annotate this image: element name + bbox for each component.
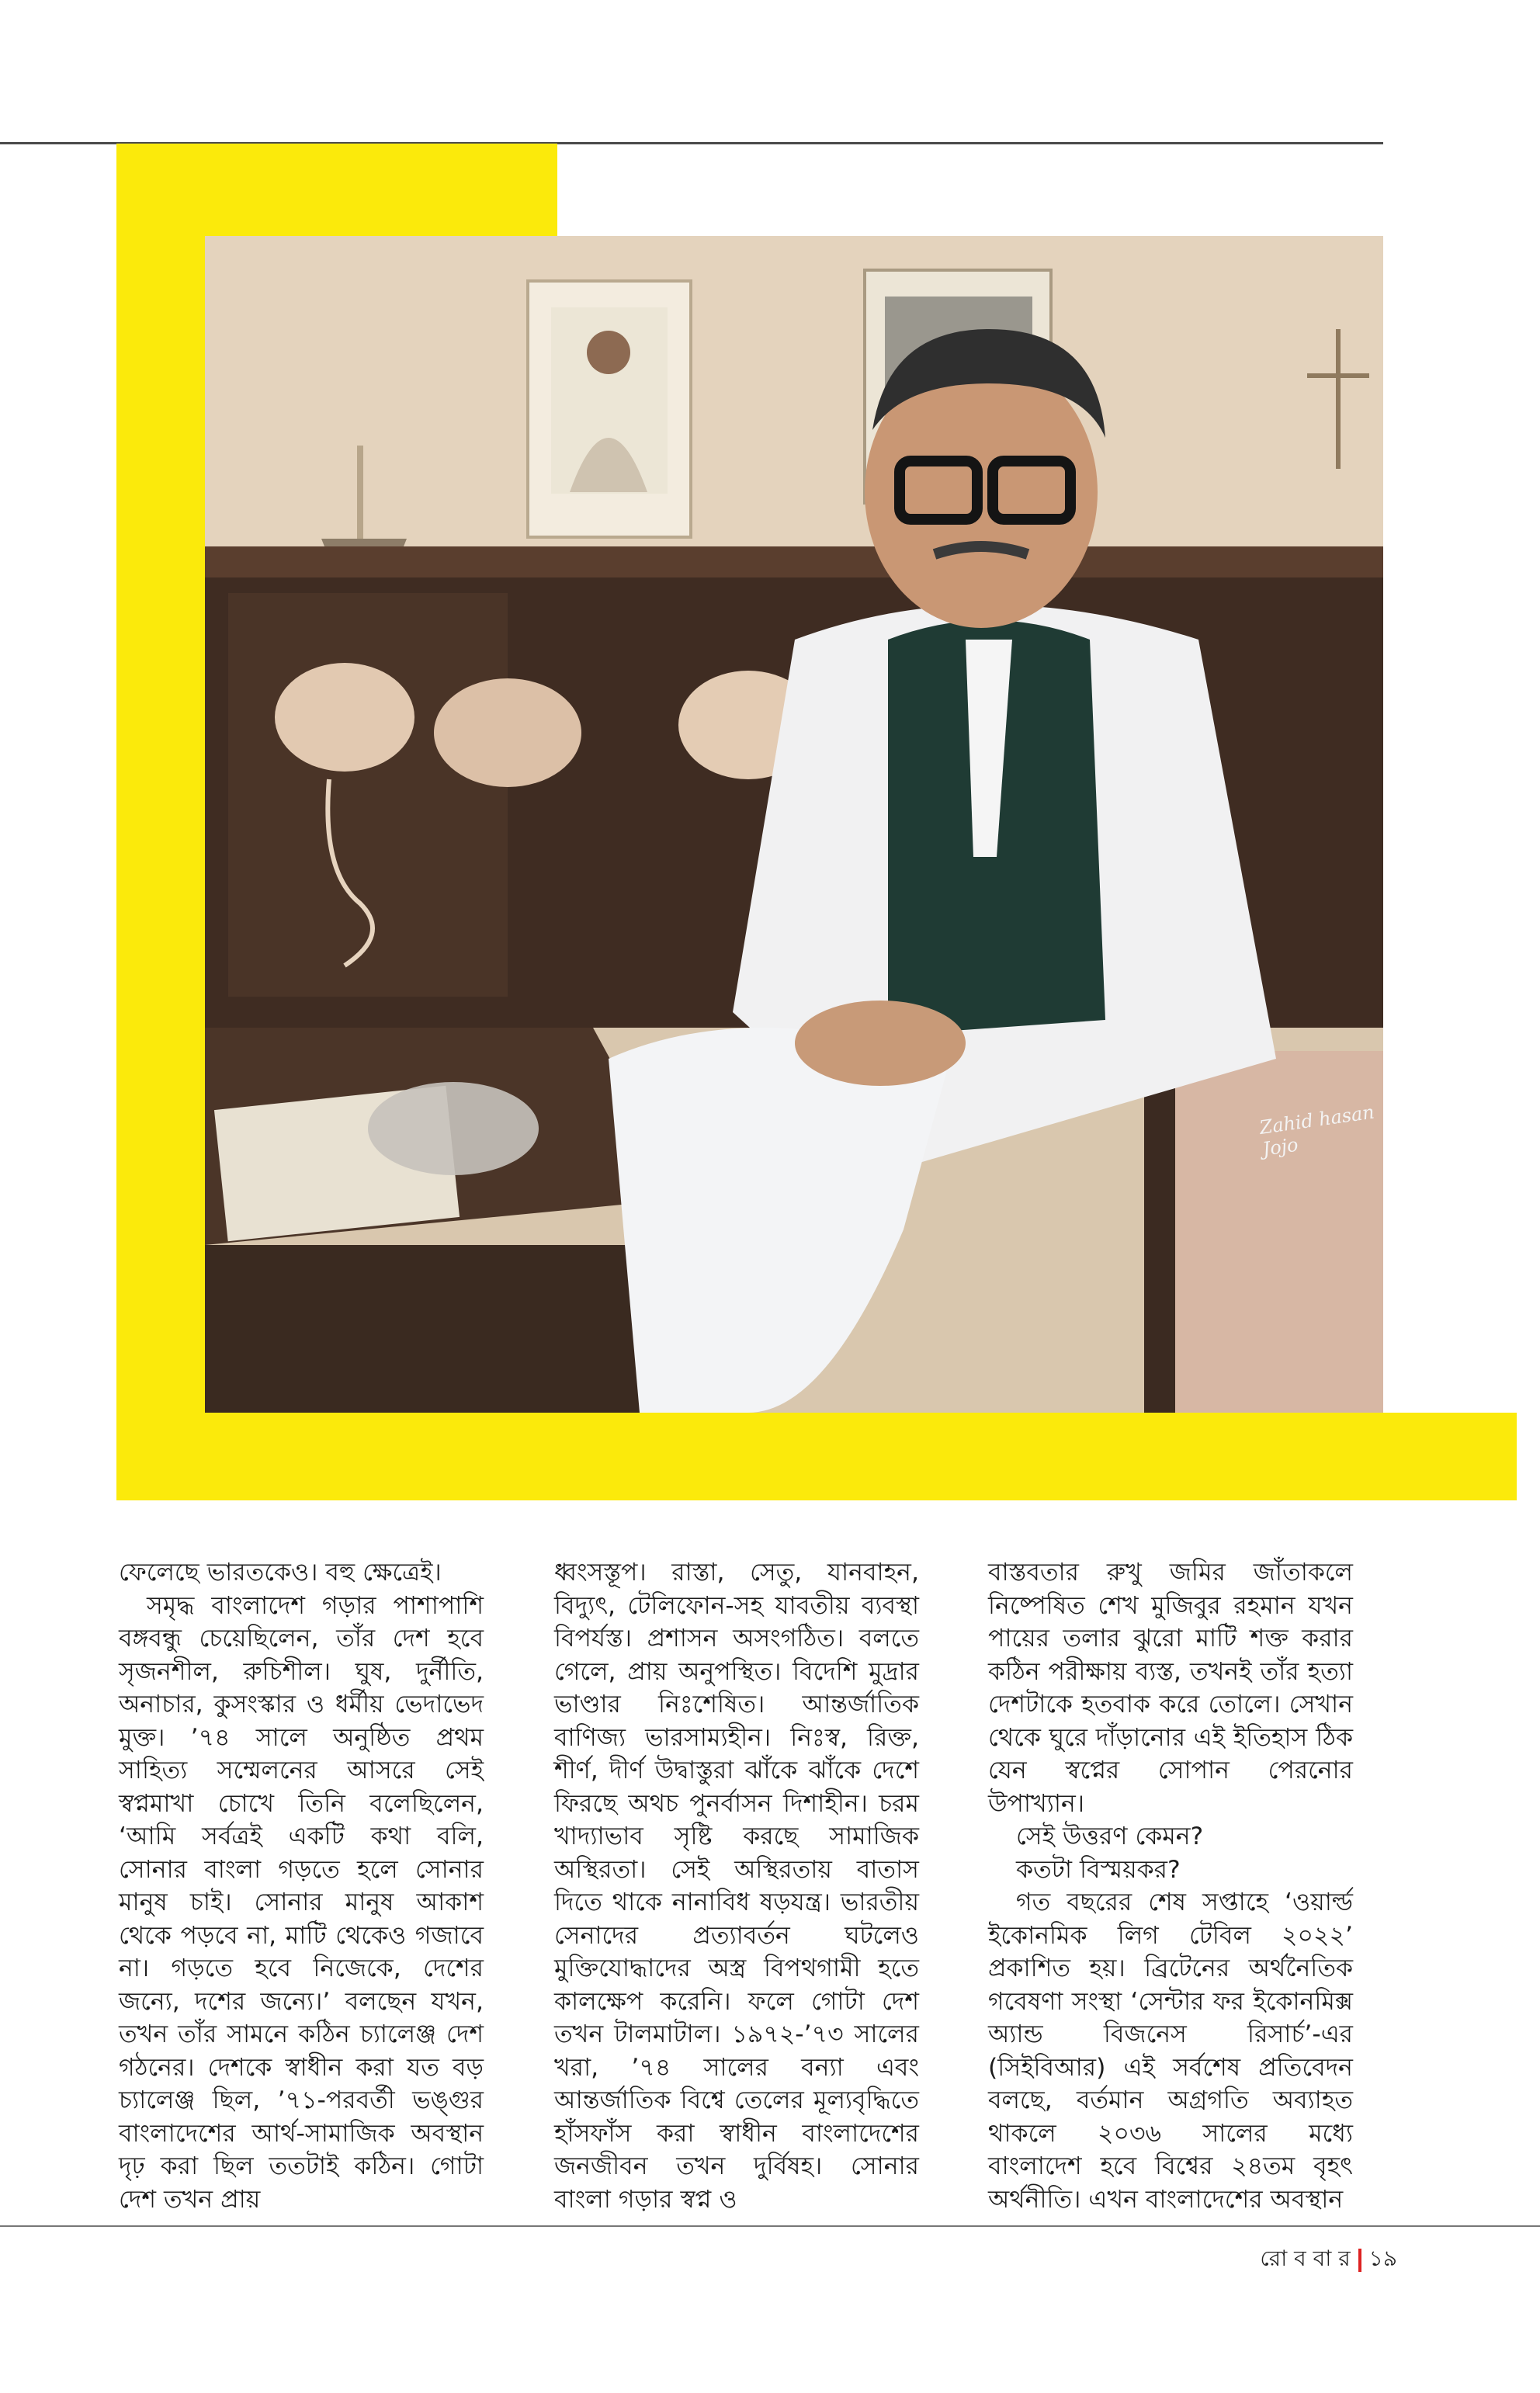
paragraph: সমৃদ্ধ বাংলাদেশ গড়ার পাশাপাশি বঙ্গবন্ধু চেয়েছিলেন, তাঁর দেশ হবে সৃজনশীল, রুচিশীল। ঘুষ, দুর্নীতি, অনাচার, কুসংস্কার ও ধর্মীয় ভেদাভেদ মুক্ত। ’৭৪ সালে অনুষ্ঠিত প্রথম সাহিত্য সম্মেলনের আসরে সেই স্বপ্নমাখা চোখে তিনি বলেছিলেন, ‘আমি সর্বত্রই একটি কথা বলি, সোনার বাংলা গড়তে হলে সোনার মানুষ চাই। সোনার মানুষ আকাশ থেকে পড়বে না, মাটি থেকেও গজাবে না। গড়তে হবে নিজেকে, দেশের জন্যে, দশের জন্যে।’ বলছেন যখন, তখন তাঁর সামনে কঠিন চ্যালেঞ্জ দেশ গঠনের। দেশকে স্বাধীন করা যত বড় চ্যালেঞ্জ ছিল, ’৭১-পরবর্তী ভঙ্গুর বাংলাদেশের আর্থ-সামাজিক অবস্থান দৃঢ় করা ছিল ততটাই কঠিন। গোটা দেশ তখন প্রায় <box>119 1591 484 2214</box>
article-column-1 <box>119 1556 484 2216</box>
yellow-frame-left <box>116 144 205 1500</box>
bottom-rule <box>0 2225 1540 2227</box>
paragraph: ফেলেছে ভারতকেও। বহু ক্ষেত্রেই। <box>119 1559 442 1587</box>
paragraph: বাস্তবতার রুখু জমির জাঁতাকলে নিষ্পেষিত শেখ মুজিবুর রহমান যখন পায়ের তলার ঝুরো মাটি শক্ত করার কঠিন পরীক্ষায় ব্যস্ত, তখনই তাঁর হত্যা দেশটাকে হতবাক করে তোলে। সেখান থেকে ঘুরে দাঁড়ানোর এই ইতিহাস ঠিক যেন স্বপ্নের সোপান পেরনোর উপাখ্যান। <box>988 1559 1353 1818</box>
article-body <box>0 1556 1540 2214</box>
footer-separator <box>1358 2249 1361 2272</box>
article-column-2 <box>554 1556 919 2216</box>
paragraph: ধ্বংসস্তূপ। রাস্তা, সেতু, যানবাহন, বিদ্যুৎ, টেলিফোন-সহ যাবতীয় ব্যবস্থা বিপর্যস্ত। প্রশাসন অসংগঠিত। বলতে গেলে, প্রায় অনুপস্থিত। বিদেশি মুদ্রার ভাণ্ডার নিঃশেষিত। আন্তর্জাতিক বাণিজ্য ভারসাম্যহীন। নিঃস্ব, রিক্ত, শীর্ণ, দীর্ণ উদ্বাস্তুরা ঝাঁকে ঝাঁকে দেশে ফিরছে অথচ পুনর্বাসন দিশাহীন। চরম খাদ্যাভাব সৃষ্টি করছে সামাজিক অস্থিরতা। সেই অস্থিরতায় বাতাস দিতে থাকে নানাবিধ ষড়যন্ত্র। ভারতীয় সেনাদের প্রত্যাবর্তন ঘটলেও মুক্তিযোদ্ধাদের অস্ত্র বিপথগামী হতে কালক্ষেপ করেনি। ফলে গোটা দেশ তখন টালমাটাল। ১৯৭২-’৭৩ সালের খরা, ’৭৪ সালের বন্যা এবং আন্তর্জাতিক বিশ্বে তেলের মূল্যবৃদ্ধিতে হাঁসফাঁস করা স্বাধীন বাংলাদেশের জনজীবন তখন দুর্বিষহ। সোনার বাংলা গড়ার স্বপ্ন ও <box>554 1559 919 2214</box>
article-column-3 <box>988 1556 1353 2216</box>
portrait-photo-icon <box>205 236 1383 1413</box>
photo-signature: Zahid hasan Jojo <box>1257 1101 1376 1160</box>
paragraph: কতটা বিস্ময়কর? <box>1016 1855 1181 1884</box>
magazine-name: রো ব বা র <box>1260 2246 1351 2271</box>
paragraph: গত বছরের শেষ সপ্তাহে ‘ওয়ার্ল্ড ইকোনমিক লিগ টেবিল ২০২২’ প্রকাশিত হয়। ব্রিটেনের অর্থনৈতিক গবেষণা সংস্থা ‘সেন্টার ফর ইকোনমিক্স অ্যান্ড বিজনেস রিসার্চ’-এর (সিইবিআর) এই সর্বশেষ প্রতিবেদন বলছে, বর্তমান অগ্রগতি অব্যাহত থাকলে ২০৩৬ সালের মধ্যে বাংলাদেশ হবে বিশ্বের ২৪তম বৃহৎ অর্থনীতি। এখন বাংলাদেশের অবস্থান <box>988 1888 1353 2214</box>
paragraph: সেই উত্তরণ কেমন? <box>1016 1822 1204 1850</box>
portrait-photo <box>205 236 1383 1413</box>
page-footer <box>1260 2242 1397 2278</box>
page-number: ১৯ <box>1368 2246 1397 2271</box>
yellow-frame-bottom <box>116 1413 1517 1500</box>
